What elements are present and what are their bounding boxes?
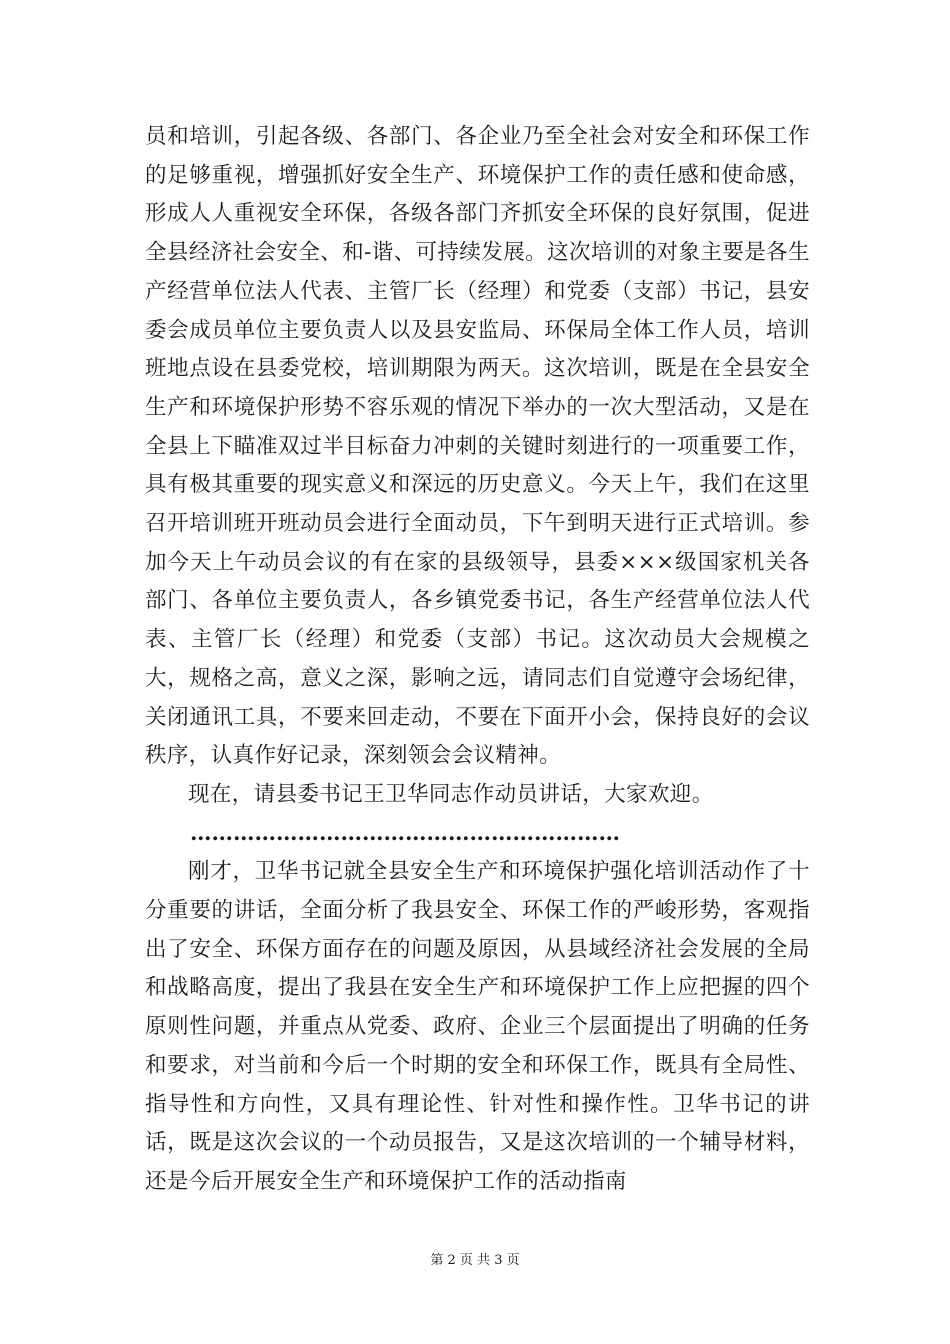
paragraph-summary: 刚才，卫华书记就全县安全生产和环境保护强化培训活动作了十分重要的讲话，全面分析了我县安全、环保工作的严峻形势，客观指出了安全、环保方面存在的问题及原因，从县域经济社会发展的全局和战略高度，提出了我县在安全生产和环境保护工作上应把握的四个原则性问题，并重点从党委、政府、企业三个层面提出了明确的任务和要求，对当前和今后一个时期的安全和环保工作，既具有全局性、指导性和方向性，又具有理论性、针对性和操作性。卫华书记的讲话，既是这次会议的一个动员报告，又是这次培训的一个辅导材料，还是今后开展安全生产和环境保护工作的活动指南 — [145, 859, 810, 1194]
document-body — [145, 118, 810, 1202]
paragraph-invitation: 现在，请县委书记王卫华同志作动员讲话，大家欢迎。 — [188, 781, 714, 807]
page-footer — [0, 1249, 950, 1268]
page-number: 第 2 页 共 3 页 — [430, 1253, 520, 1268]
paragraph-continued: 员和培训，引起各级、各部门、各企业乃至全社会对安全和环保工作的足够重视，增强抓好安全生产、环境保护工作的责任感和使命感，形成人人重视安全环保，各级各部门齐抓安全环保的良好氛围，促进全县经济社会安全、和-谐、可持续发展。这次培训的对象主要是各生产经营单位法人代表、主管厂长（经理）和党委（支部）书记，县安委会成员单位主要负责人以及县安监局、环保局全体工作人员，培训班地点设在县委党校，培训期限为两天。这次培训，既是在全县安全生产和环境保护形势不容乐观的情况下举办的一次大型活动，又是在全县上下瞄准双过半目标奋力冲刺的关键时刻进行的一项重要工作，具有极其重要的现实意义和深远的历史意义。今天上午，我们在这里召开培训班开班动员会进行全面动员，下午到明天进行正式培训。参加今天上午动员会议的有在家的县级领导，县委×××级国家机关各部门、各单位主要负责人，各乡镇党委书记，各生产经营单位法人代表、主管厂长（经理）和党委（支部）书记。这次动员大会规模之大，规格之高，意义之深，影响之远，请同志们自觉遵守会场纪律，关闭通讯工具，不要来回走动，不要在下面开小会，保持良好的会议秩序，认真作好记录，深刻领会会议精神。 — [145, 124, 810, 769]
ellipsis-separator: …………………………………………………… — [190, 820, 620, 846]
